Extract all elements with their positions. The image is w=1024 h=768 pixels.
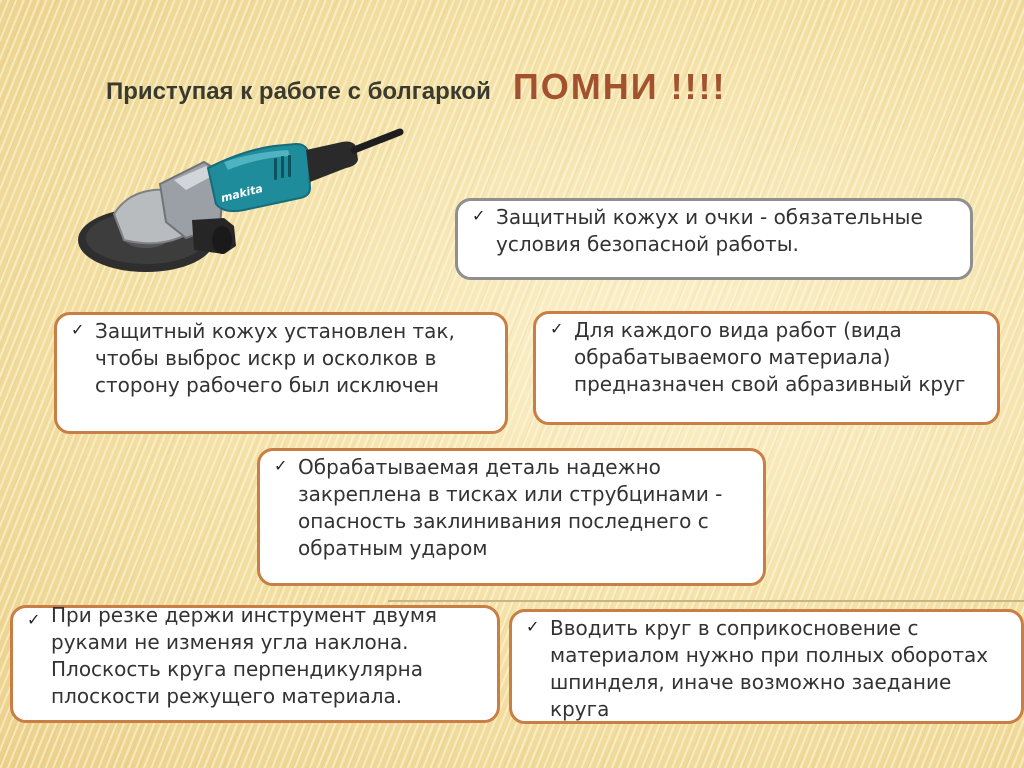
rule-text: Вводить круг в соприкосновение с материалом нужно при полных оборотах шпинделя, иначе возможно заедание круга (550, 616, 989, 721)
rule-card-two-hands (10, 605, 500, 723)
grinder-rear-handle (306, 142, 358, 183)
grinder-cord (354, 132, 400, 150)
rule-card-workpiece-clamping (257, 448, 766, 586)
checkmark-icon: ✓ (526, 617, 540, 636)
rule-card-abrasive-disc (533, 311, 1000, 425)
angle-grinder-icon (74, 122, 408, 292)
checkmark-icon: ✓ (27, 610, 41, 629)
title-text: Приступая к работе с болгаркой (106, 78, 491, 105)
rule-card-protective-gear (455, 198, 973, 280)
title-accent: ПОМНИ !!!! (512, 66, 727, 107)
rule-text: Защитный кожух установлен так, чтобы выброс искр и осколков в сторону рабочего был исключен (95, 319, 455, 397)
rule-text: Для каждого вида работ (вида обрабатываемого материала) предназначен свой абразивный круг (574, 318, 966, 396)
grinder-brand: makita (219, 181, 265, 205)
rule-text: Защитный кожух и очки - обязательные условия безопасной работы. (496, 205, 923, 256)
rule-text: При резке держи инструмент двумя руками не изменяя угла наклона. Плоскость круга перпендикулярна плоскости режущего материала. (51, 603, 437, 708)
checkmark-icon: ✓ (274, 456, 288, 475)
checkmark-icon: ✓ (472, 206, 486, 225)
rule-card-guard-position (54, 312, 508, 434)
slide-title (106, 66, 727, 110)
rule-text: Обрабатываемая деталь надежно закреплена в тисках или струбцинами - опасность заклинивания последнего с обратным ударом (298, 455, 723, 560)
checkmark-icon: ✓ (71, 320, 85, 339)
rule-card-full-speed (509, 609, 1024, 724)
checkmark-icon: ✓ (550, 319, 564, 338)
